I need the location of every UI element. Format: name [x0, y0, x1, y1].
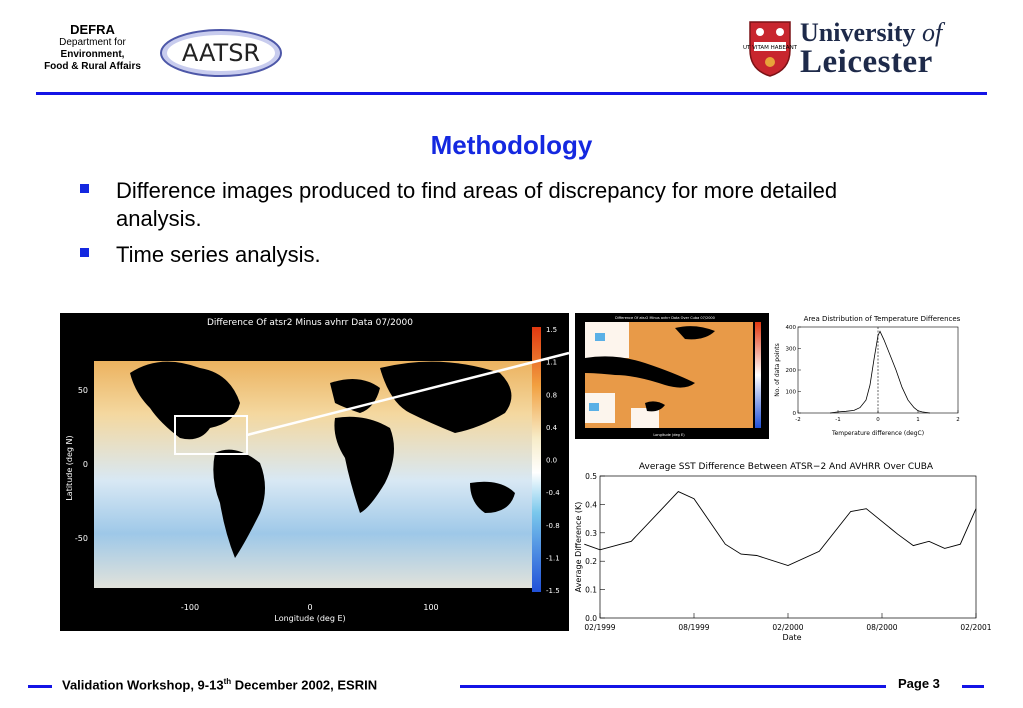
ts-yticks: [585, 472, 605, 623]
university-line2: Leicester: [800, 44, 933, 80]
hist-xtick-label: 1: [916, 417, 920, 423]
bullet-item: [80, 241, 900, 269]
ts-ytick-label: 0.3: [585, 528, 597, 538]
hist-yticks: [786, 325, 802, 417]
slide-title: Methodology: [430, 130, 593, 160]
ts-xtick-label: 02/2000: [772, 623, 804, 632]
colorbar-tick-label: 1.1: [546, 358, 558, 367]
map-xtick: 0: [307, 603, 313, 612]
hist-ytick-label: 200: [785, 368, 796, 374]
crest-motto: UT VITAM HABEANT: [742, 45, 798, 51]
footer-rule-middle: [460, 685, 886, 688]
colorbar-tick-label: -0.8: [546, 521, 560, 530]
hist-xtick-label: -2: [795, 417, 801, 423]
defra-line3: Food & Rural Affairs: [44, 61, 141, 72]
footer-rule-left: [28, 685, 52, 688]
hist-ytick-label: 400: [785, 325, 796, 331]
hist-ytick-label: 300: [785, 346, 796, 353]
histogram-chart: [772, 313, 980, 440]
ts-xticks: [584, 613, 991, 632]
map-colorbar: [532, 327, 541, 592]
aatsr-logo-text: AATSR: [181, 39, 261, 67]
ts-xtick-label: 02/2001: [960, 623, 992, 632]
hist-xtick-label: -1: [835, 417, 841, 423]
colorbar-tick-label: 0.0: [546, 456, 558, 465]
colorbar-tick-label: -0.4: [546, 489, 560, 498]
colorbar-tick-label: -1.1: [546, 554, 560, 563]
caribbean-difference-map: [575, 313, 769, 439]
colorbar-tick-label: -1.5: [546, 587, 560, 595]
time-series-chart: [572, 456, 992, 644]
page-number: Page 3: [898, 676, 940, 691]
carib-xlabel: Longitude (deg E): [653, 433, 685, 437]
ts-xtick-label: 02/1999: [584, 623, 616, 632]
hist-xtick-label: 2: [956, 417, 960, 423]
carib-title: Difference Of atsr2 Minus avhrr Data Over Cuba 07/2000: [615, 316, 715, 320]
hist-series-line: [830, 331, 930, 413]
hist-ytick-label: 100: [785, 389, 796, 396]
ts-ytick-label: 0.4: [585, 500, 597, 510]
bullet-list: [80, 177, 900, 277]
colorbar-tick-label: 0.4: [546, 423, 558, 432]
defra-logo: [30, 22, 155, 73]
university-logo: [742, 18, 988, 80]
aatsr-logo: [159, 28, 284, 78]
crest-icon: [742, 20, 798, 78]
ts-ytick-label: 0.2: [585, 557, 597, 567]
colorbar-tick-label: 0.8: [546, 391, 558, 400]
map-ytick: 0: [82, 460, 88, 469]
map-ylabel: Latitude (deg N): [65, 435, 74, 501]
university-line1: University of: [800, 18, 943, 47]
ts-xlabel: Date: [782, 633, 802, 642]
bullet-text: Time series analysis.: [116, 242, 321, 267]
ts-series-line: [584, 492, 976, 566]
ts-xtick-label: 08/1999: [678, 623, 710, 632]
ts-title: Average SST Difference Between ATSR−2 And AVHRR Over CUBA: [638, 462, 934, 472]
map-xtick: -100: [180, 603, 200, 612]
ts-ytick-label: 0.1: [585, 585, 597, 595]
hist-xlabel: Temperature difference (degC): [831, 430, 925, 437]
defra-line1: Department for: [59, 37, 126, 48]
footer-event: Validation Workshop, 9-13th December 2002, ESRIN: [62, 677, 378, 693]
ts-plot-area: [600, 476, 976, 618]
hist-title: Area Distribution of Temperature Differences: [803, 315, 961, 323]
map-xtick: 100: [423, 603, 439, 612]
hist-ylabel: No. of data points: [774, 343, 781, 397]
footer-rule-right: [962, 685, 984, 688]
map-xlabel: Longitude (deg E): [274, 614, 346, 623]
ts-ytick-label: 0.5: [585, 472, 597, 481]
ts-ytick-label: 0.0: [585, 614, 597, 623]
defra-name: DEFRA: [70, 22, 115, 37]
global-difference-map: [60, 313, 569, 631]
carib-colorbar: [755, 322, 761, 428]
bullet-square-icon: [80, 248, 89, 257]
ts-ylabel: Average Difference (K): [574, 501, 583, 593]
bullet-square-icon: [80, 184, 89, 193]
bullet-item: [80, 177, 900, 233]
colorbar-tick-label: 1.5: [546, 326, 558, 334]
hist-ytick-label: 0: [792, 411, 796, 417]
map-ytick: -50: [74, 534, 88, 543]
header-rule: [36, 92, 987, 95]
ts-xtick-label: 08/2000: [866, 623, 898, 632]
map-title: Difference Of atsr2 Minus avhrr Data 07/2000: [206, 318, 414, 328]
map-ytick: 50: [77, 386, 88, 395]
defra-line2: Environment,: [60, 49, 125, 60]
bullet-text: Difference images produced to find areas of discrepancy for more detailed analysis.: [116, 178, 838, 231]
hist-xtick-label: 0: [876, 417, 880, 423]
hist-xticks: [792, 410, 960, 423]
map-colorbar-ticks: [546, 326, 560, 595]
